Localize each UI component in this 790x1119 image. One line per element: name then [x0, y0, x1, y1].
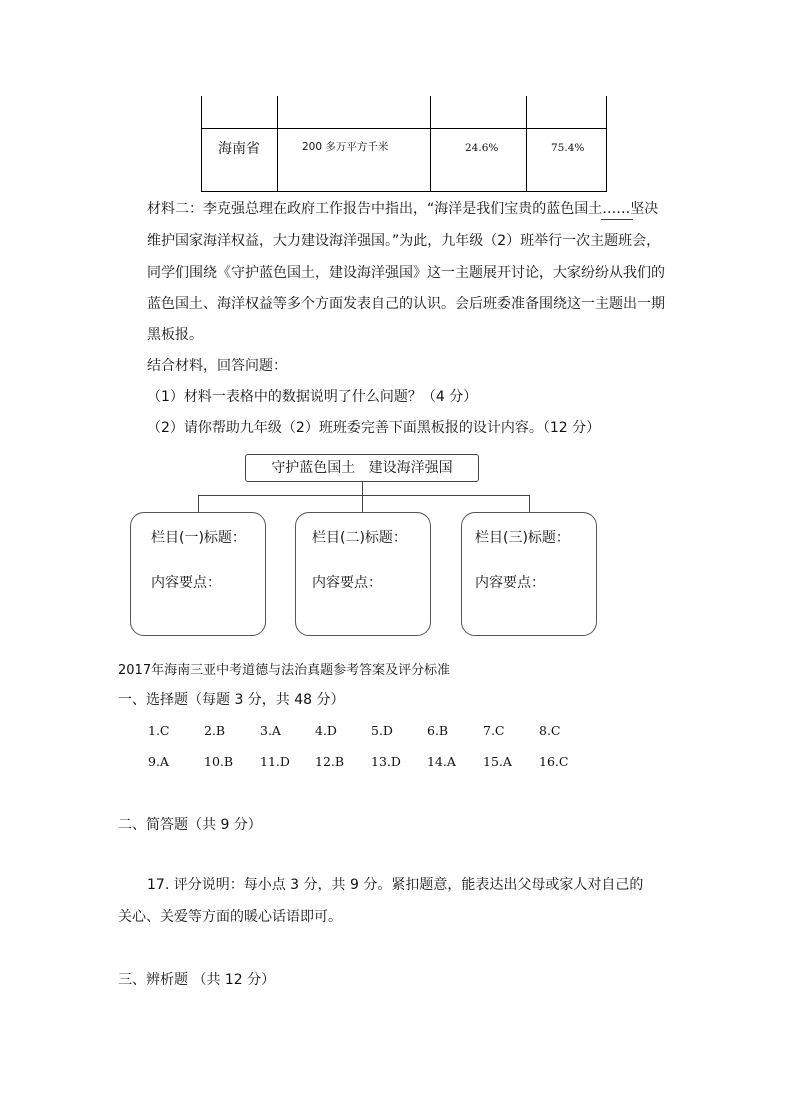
table-cell-pct1: 24.6% — [465, 142, 499, 154]
material-line-4: 蓝色国土、海洋权益等多个方面发表自己的认识。会后班委准备围绕这一主题出一期 — [147, 296, 665, 312]
q17-line-1: 17. 评分说明：每小点 3 分，共 9 分。紧扣题意，能表达出父母或家人对自己的 — [147, 877, 644, 893]
material-line-1: 材料二：李克强总理在政府工作报告中指出，“海洋是我们宝贵的蓝色国土……坚决 — [147, 201, 659, 217]
column-box-2 — [295, 512, 431, 636]
connector-left — [198, 495, 199, 512]
column-3-points: 内容要点： — [475, 575, 545, 591]
table-border-col2 — [277, 96, 278, 192]
q17-line-2: 关心、关爱等方面的暖心话语即可。 — [118, 909, 342, 925]
column-box-3 — [461, 512, 597, 636]
answer-item: 12.B — [315, 754, 345, 769]
answer-item: 9.A — [148, 754, 169, 769]
question-2: （2）请你帮助九年级（2）班班委完善下面黑板报的设计内容。（12 分） — [147, 420, 601, 436]
answer-item: 1.C — [148, 723, 170, 738]
connector-middle — [362, 495, 363, 512]
answer-item: 4.D — [315, 723, 337, 738]
table-border-col4 — [526, 96, 527, 192]
section-2-title: 二、简答题（共 9 分） — [118, 817, 262, 833]
answer-item: 14.A — [427, 754, 456, 769]
answer-item: 10.B — [204, 754, 234, 769]
section-3-title: 三、辨析题 （共 12 分） — [118, 972, 276, 988]
answer-item: 6.B — [427, 723, 449, 738]
answer-item: 16.C — [539, 754, 569, 769]
answer-item: 3.A — [260, 723, 281, 738]
answer-item: 5.D — [371, 723, 393, 738]
material-line-3: 同学们围绕《守护蓝色国土，建设海洋强国》这一主题展开讨论，大家纷纷从我们的 — [147, 265, 665, 281]
table-cell-area: 200 多万平方千米 — [302, 141, 389, 153]
section-1-title: 一、选择题（每题 3 分，共 48 分） — [118, 692, 345, 708]
column-1-title: 栏目(一)标题： — [151, 530, 246, 546]
table-border-right — [606, 96, 607, 192]
table-cell-province: 海南省 — [218, 141, 260, 157]
column-2-points: 内容要点： — [312, 575, 382, 591]
connector-right — [529, 495, 530, 512]
answer-item: 8.C — [539, 723, 561, 738]
answers-heading: 2017年海南三亚中考道德与法治真题参考答案及评分标准 — [118, 663, 451, 678]
material-line-5: 黑板报。 — [147, 327, 203, 343]
column-2-title: 栏目(二)标题： — [312, 530, 407, 546]
table-border-left — [201, 96, 202, 192]
answer-item: 2.B — [204, 723, 226, 738]
question-1: （1）材料一表格中的数据说明了什么问题？（4 分） — [147, 389, 478, 405]
column-1-points: 内容要点： — [151, 575, 221, 591]
answer-item: 11.D — [260, 754, 290, 769]
connector-stem — [362, 482, 363, 495]
answer-item: 15.A — [483, 754, 512, 769]
connector-bar — [198, 495, 530, 496]
table-row-divider — [201, 128, 607, 129]
answer-item: 7.C — [483, 723, 505, 738]
answer-item: 13.D — [371, 754, 401, 769]
questions-intro: 结合材料，回答问题： — [147, 358, 287, 374]
ellipsis-underline — [601, 219, 633, 220]
table-border-col3 — [430, 96, 431, 192]
material-line-2: 维护国家海洋权益，大力建设海洋强国。”为此，九年级（2）班举行一次主题班会， — [147, 233, 661, 249]
column-3-title: 栏目(三)标题： — [475, 530, 570, 546]
column-box-1 — [130, 512, 266, 636]
table-cell-pct2: 75.4% — [551, 142, 585, 154]
table-border-bottom — [201, 191, 607, 192]
diagram-title: 守护蓝色国土 建设海洋强国 — [245, 454, 479, 482]
